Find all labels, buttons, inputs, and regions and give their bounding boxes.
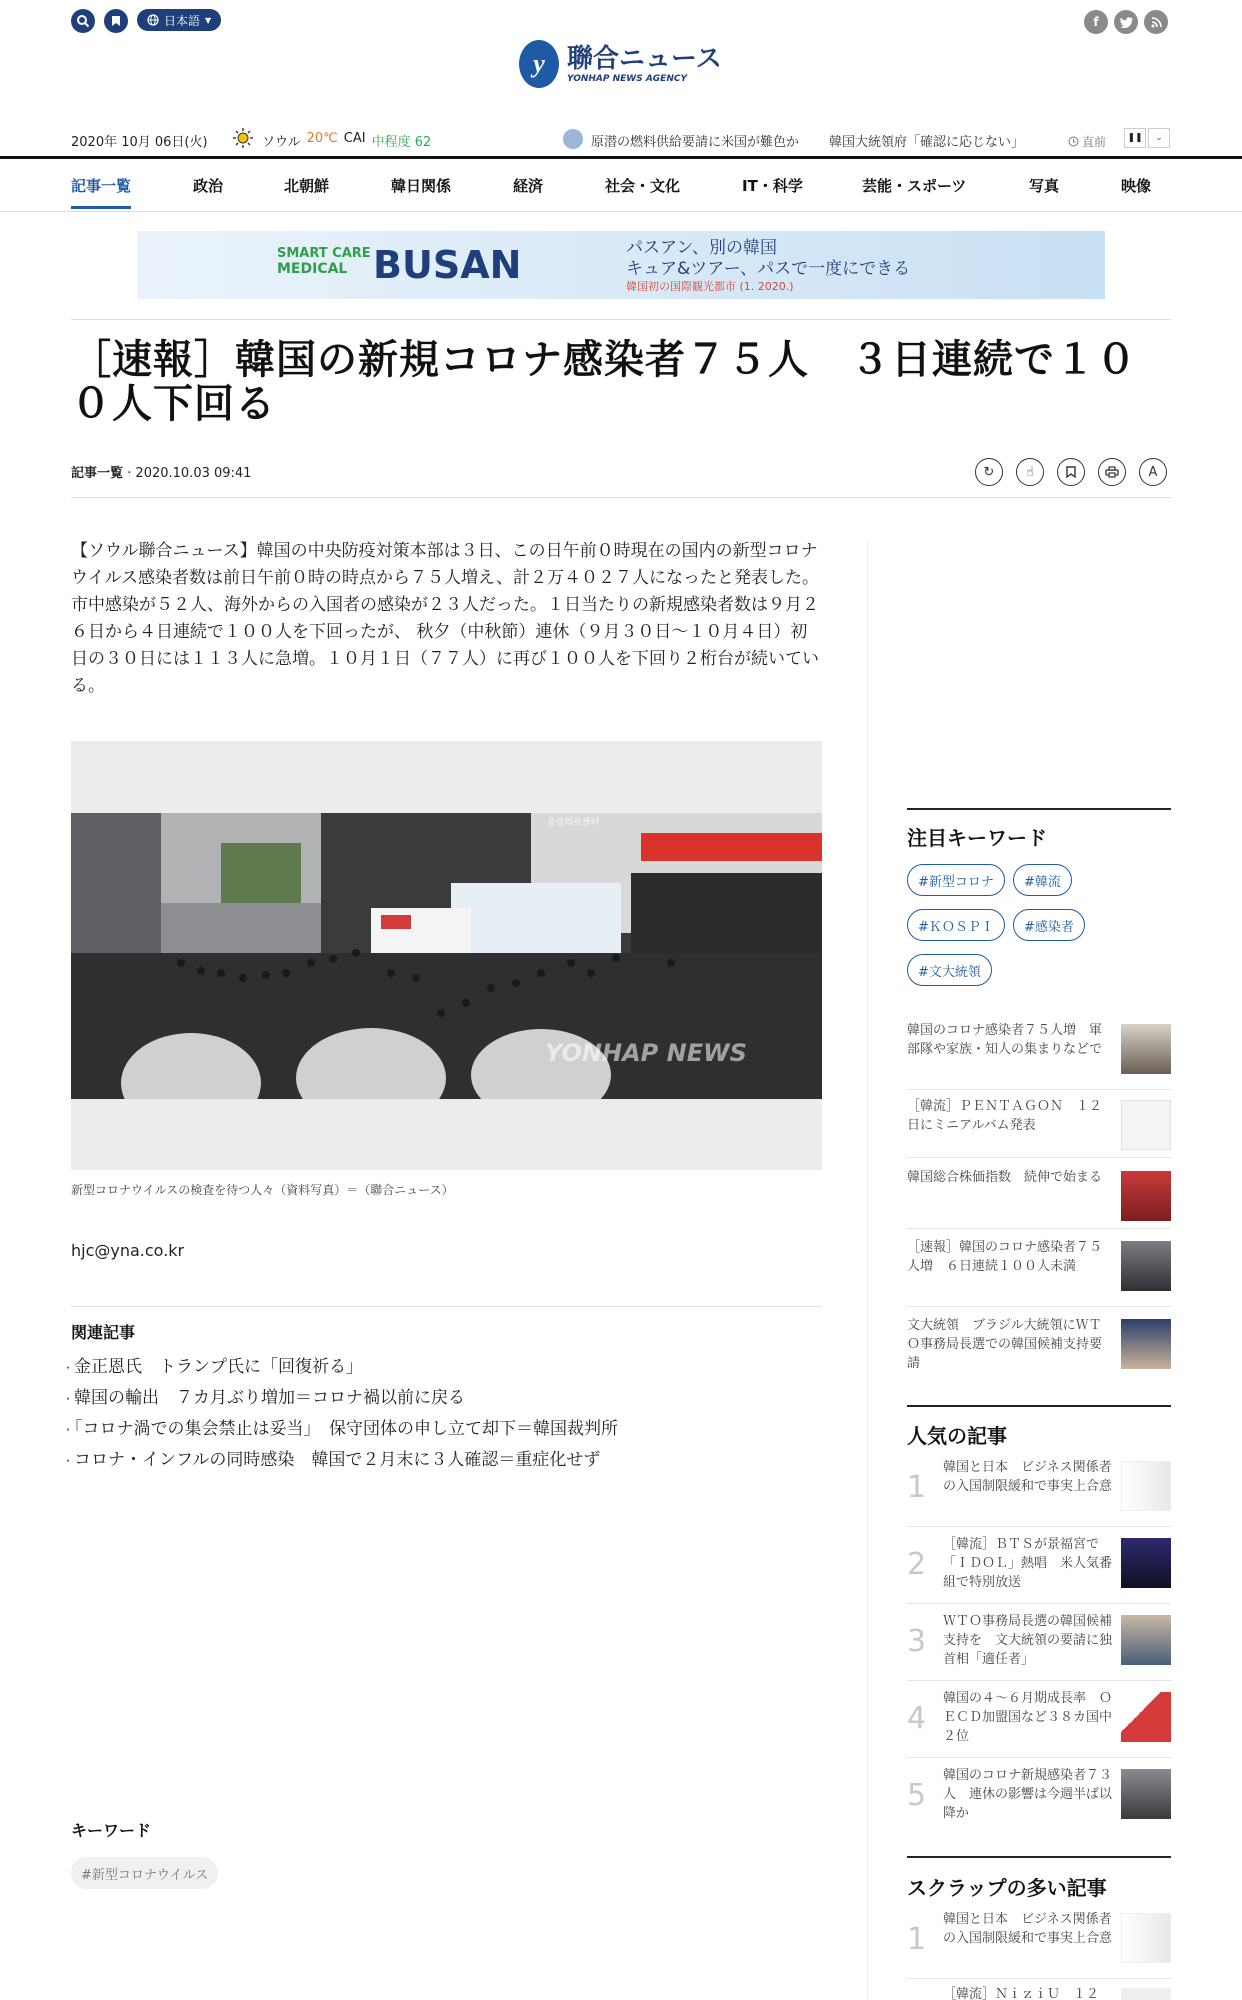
banner-copy-3: 韓国初の国際観光都市 (1. 2020.) [626,280,794,293]
rank-number: 2 [907,1547,927,1582]
section-rule [907,808,1171,810]
scrap-button[interactable] [1057,458,1085,486]
popular-item[interactable] [907,1458,1171,1527]
keywords-heading: キーワード [71,1821,152,1840]
rank-number: 3 [907,1624,927,1659]
ticker-item-1[interactable]: 原潜の燃料供給要請に米国が難色か [591,135,800,150]
related-item[interactable] [62,1445,618,1476]
print-icon [1105,466,1119,478]
nav-item-society[interactable]: 社会・文化 [605,177,681,195]
hot-keyword-tag[interactable]: #感染者 [1013,909,1085,941]
rss-icon[interactable] [1144,10,1168,34]
article-thumbnail [1121,1100,1171,1150]
like-button[interactable] [1016,458,1044,486]
divider [71,319,1171,320]
rank-number: 4 [907,1701,927,1736]
hot-article-item[interactable] [907,1021,1171,1090]
related-list [62,1352,618,1476]
svg-text:y: y [533,49,545,78]
meta-separator: · [127,466,136,481]
banner-copy-1: パスアン、別の韓国 [626,238,777,258]
weather-temp: 20℃ [306,131,338,146]
rank-number: 1 [907,1922,927,1957]
popular-item[interactable] [907,1689,1171,1758]
related-item-text[interactable]: 「コロナ渦での集会禁止は妥当」 保守団体の申し立て却下＝韓国裁判所 [74,1419,619,1439]
cai-label: CAI [343,131,366,146]
scrap-title[interactable]: 韓国と日本 ビジネス関係者の入国制限緩和で事実上合意 [943,1912,1113,1946]
ad-banner[interactable] [137,231,1105,299]
hot-article-title[interactable]: ［韓流］ＰＥＮＴＡＧＯＮ １２日にミニアルバム発表 [907,1099,1103,1133]
clock-icon [1068,136,1079,147]
hot-article-item[interactable] [907,1238,1171,1307]
nav-item-north-korea[interactable]: 北朝鮮 [284,177,330,195]
section-rule [907,1405,1171,1407]
related-item-text[interactable]: 金正恩氏 トランプ氏に「回復祈る」 [74,1357,364,1377]
nav-item-video[interactable]: 映像 [1121,177,1152,195]
site-logo[interactable] [517,38,722,90]
yonhap-logo-icon [517,38,561,90]
sun-icon [232,127,254,153]
divider [71,1306,822,1307]
hot-keyword-tag[interactable]: #文大統領 [907,954,992,986]
nav-item-korea-japan[interactable]: 韓日関係 [391,177,452,195]
nav-item-it-science[interactable]: IT・科学 [742,177,803,195]
font-size-button[interactable] [1139,458,1167,486]
language-select[interactable] [137,9,221,31]
logo-title: 聯合ニュース [567,44,722,74]
related-item[interactable] [62,1383,618,1414]
current-date: 2020年 10月 06日(火) [71,135,208,150]
language-label: 日本語 [164,13,201,28]
font-size-icon: A [1148,464,1158,480]
hot-article-item[interactable] [907,1168,1171,1229]
rank-number: 5 [907,1778,927,1813]
photo-sign-text: 응급의료센터 [547,818,600,828]
bookmark-icon [110,15,122,27]
popular-item[interactable] [907,1766,1171,1834]
related-item-text[interactable]: 韓国の輸出 ７カ月ぶり増加＝コロナ禍以前に戻る [74,1388,466,1408]
scrap-item[interactable] [907,1910,1171,1979]
thumbs-up-icon: ☝ [1026,464,1034,480]
article-thumbnail [1121,1024,1171,1074]
chevron-down-icon: ⌄ [1155,133,1163,143]
ticker-time [1068,133,1106,150]
popular-title[interactable]: 韓国と日本 ビジネス関係者の入国制限緩和で事実上合意 [943,1460,1113,1494]
bookmark-button[interactable] [104,9,128,33]
article-title: ［速報］韓国の新規コロナ感染者７５人 ３日連続で１００人下回る [71,337,1137,427]
hot-keyword-tag[interactable]: #新型コロナ [907,864,1005,896]
related-heading: 関連記事 [71,1323,136,1342]
twitter-icon[interactable] [1114,10,1138,34]
popular-heading: 人気の記事 [907,1424,1007,1448]
hot-keywords-heading: 注目キーワード [907,826,1047,850]
popular-item[interactable] [907,1535,1171,1604]
hot-article-item[interactable] [907,1097,1171,1158]
popular-item[interactable] [907,1612,1171,1681]
popular-title[interactable]: 韓国の４～６月期成長率 ＯＥＣＤ加盟国など３８カ国中２位 [943,1691,1113,1744]
article-photo[interactable] [71,813,822,1099]
popular-title[interactable]: 韓国のコロナ新規感染者７３人 連休の影響は今週半ば以降か [943,1768,1113,1821]
article-datetime: 2020.10.03 09:41 [135,466,252,481]
cai-value: 中程度 62 [371,135,432,150]
banner-brand-medical: MEDICAL [277,261,348,277]
bookmark-icon [1066,466,1076,478]
chevron-down-icon: ▼ [205,15,212,25]
nav-item-photos[interactable]: 写真 [1029,177,1060,195]
banner-copy-2: キュア&ツアー、パスで一度にできる [626,259,911,279]
ticker-item-2[interactable]: 韓国大統領府「確認に応じない」 [829,135,1025,150]
related-item[interactable] [62,1352,618,1383]
sidebar-divider [867,540,868,2000]
ticker-time-label: 直前 [1082,135,1107,149]
popular-title[interactable]: ＷＴＯ事務局長選の韓国候補支持を 文大統領の要請に独首相「適任者」 [943,1614,1113,1667]
hot-article-item[interactable] [907,1316,1171,1384]
related-item[interactable] [62,1414,618,1445]
article-thumbnail [1121,1692,1171,1742]
article-thumbnail [1121,1769,1171,1819]
scrap-heading: スクラップの多い記事 [907,1876,1107,1900]
related-item-text[interactable]: コロナ・インフルの同時感染 韓国で２月末に３人確認＝重症化せず [74,1450,601,1470]
article-thumbnail [1121,1615,1171,1665]
article-thumbnail [1121,1319,1171,1369]
banner-brand-smart: SMART CARE [277,246,371,261]
banner-brand-busan: BUSAN [373,243,522,287]
weather-widget [262,131,431,150]
pause-icon: ❚❚ [1127,133,1143,143]
hot-article-title[interactable]: 韓国総合株価指数 続伸で始まる [907,1170,1103,1185]
weather-city: ソウル [262,135,301,150]
nav-item-politics[interactable]: 政治 [193,177,224,195]
hot-article-title[interactable]: 文大統領 ブラジル大統領にＷＴＯ事務局長選での韓国候補支持要請 [907,1318,1103,1371]
hot-article-title[interactable]: ［速報］韓国のコロナ感染者７５人増 ６日連続１００人未満 [907,1240,1103,1274]
article-thumbnail [1121,1988,1171,2000]
hot-keyword-tag[interactable]: #ＫＯＳＰＩ [907,909,1005,941]
logo-subtitle: YONHAP NEWS AGENCY [567,74,687,84]
article-category[interactable]: 記事一覧 [71,466,124,481]
share-icon: ↻ [983,464,995,480]
article-thumbnail [1121,1913,1171,1963]
popular-title[interactable]: ［韓流］ＢＴＳが景福宮で「ＩＤＯＬ」熱唱 米人気番組で特別放送 [943,1537,1113,1590]
reporter-email[interactable]: hjc@yna.co.kr [71,1241,185,1260]
article-tools [975,458,1167,486]
globe-icon [147,14,159,26]
article-thumbnail [1121,1241,1171,1291]
nav-item-economy[interactable]: 経済 [513,177,544,195]
article-meta [71,462,251,481]
facebook-icon[interactable]: f [1084,10,1108,34]
ticker-expand-button[interactable] [1148,128,1170,148]
article-thumbnail [1121,1461,1171,1511]
nav-item-all[interactable]: 記事一覧 [71,177,132,195]
photo-caption: 新型コロナウイルスの検査を待つ人々（資料写真）＝（聯合ニュース） [71,1183,454,1197]
banner-brand [277,247,371,277]
article-thumbnail [1121,1171,1171,1221]
scrap-item[interactable] [907,1985,1171,2000]
main-nav [0,156,1242,212]
rank-number: 1 [907,1470,927,1505]
divider [71,497,1171,498]
photo-watermark: YONHAP NEWS [545,1039,747,1067]
hot-article-title[interactable]: 韓国のコロナ感染者７５人増 軍部隊や家族・知人の集まりなどで [907,1023,1103,1057]
nav-item-entertainment[interactable]: 芸能・スポーツ [862,177,967,195]
scrap-title[interactable]: ［韓流］ＮｉｚｉＵ １２ [943,1987,1100,2000]
search-icon [76,14,90,28]
keyword-tag[interactable]: #新型コロナウイルス [71,1857,218,1889]
search-button[interactable] [71,9,95,33]
print-button[interactable] [1098,458,1126,486]
section-rule [907,1856,1171,1858]
ticker-icon [563,129,583,149]
article-body: 【ソウル聯合ニュース】韓国の中央防疫対策本部は３日、この日午前０時現在の国内の新型コロナウイルス感染者数は前日午前０時の時点から７５人増え、計２万４０２７人になったと発表した。市中感染が５２人、海外からの入国者の感染が２３人だった。１日当たりの新規感染者数は９月２６日から４日連続で１００人を下回ったが、 秋夕（中秋節）連休（９月３０日～１０月４日）初日の３０日には１１３人に急増。１０月１日（７７人）に再び１００人を下回り２桁台が続いている。 [71,541,819,696]
hot-keyword-tag[interactable]: #韓流 [1013,864,1072,896]
nav-active-indicator [71,206,131,209]
share-button[interactable] [975,458,1003,486]
article-thumbnail [1121,1538,1171,1588]
ticker-pause-button[interactable] [1124,128,1146,148]
